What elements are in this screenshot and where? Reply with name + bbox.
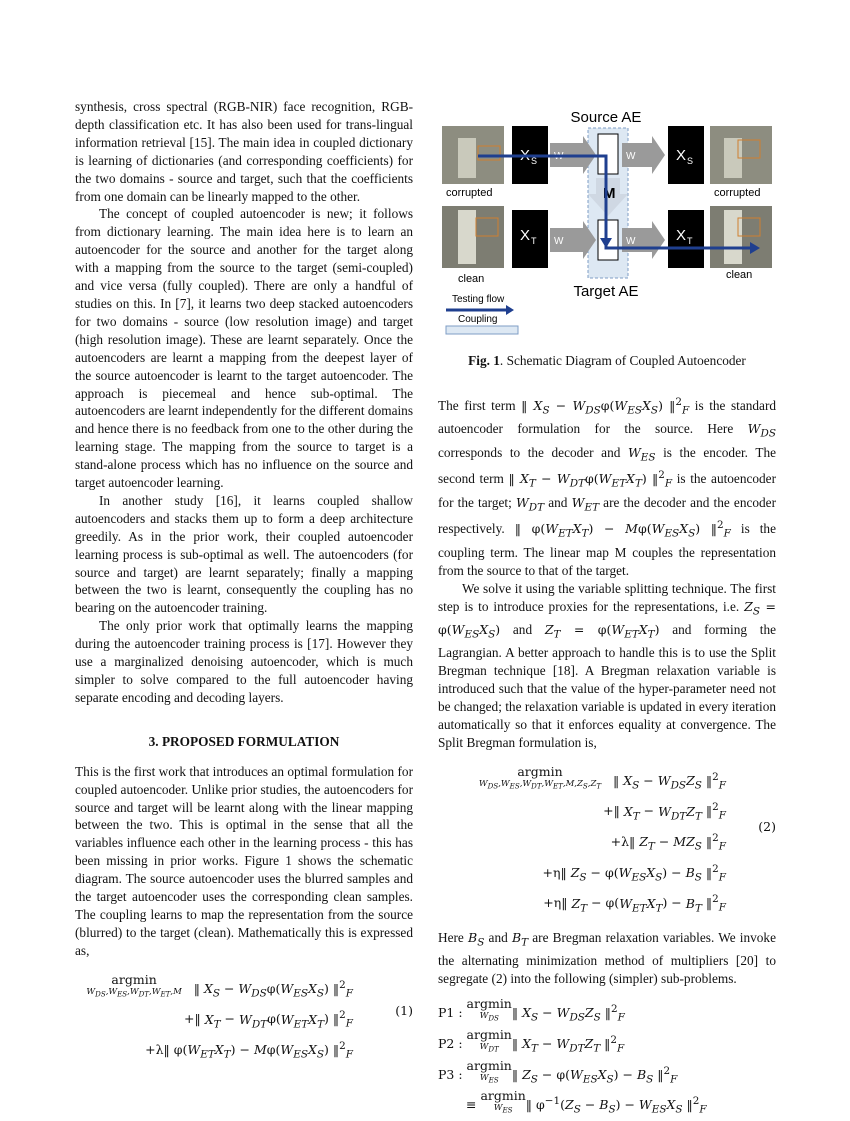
figure-1	[438, 98, 776, 338]
equation-number: (1)	[395, 1002, 413, 1018]
svg-text:T: T	[687, 236, 693, 246]
corrupted-label: corrupted	[714, 187, 761, 199]
subproblem-p3: P3 : argmin $W_{ES}$ ‖ $Z_S - \varphi(W_{ES}X_S) - B_S$ ‖$^2_F$	[438, 1057, 678, 1086]
corrupted-label: corrupted	[446, 187, 493, 199]
xt-label: X	[520, 227, 531, 244]
equation-number: (2)	[758, 818, 776, 834]
paragraph: Here $B_S$ and $B_T$ are Bregman relaxation variables. We invoke the alternating minimization method of multipliers [20] to segregate (2) into the following (simpler) sub-problems.	[438, 930, 776, 987]
target-ae-label: Target AE	[573, 283, 639, 300]
paragraph: The only prior work that optimally learns the mapping during the autoencoder training process is [17]. However they use a marginalized denoising autoencoder, which is much simpler to solve compared to the full autoencoder having separate encoding and decoding layers.	[75, 618, 413, 705]
figure-caption: Fig. 1. Schematic Diagram of Coupled Autoencoder	[468, 353, 746, 368]
coupled-autoencoder-diagram	[438, 98, 776, 338]
paragraph: In another study [16], it learns coupled shallow autoencoders and stacks them up to form a deep architecture greedily. As in the prior work, their coupled autoencoder learning process is sub-optimal as well. The autoencoders (for source and target) are learnt separately; finally a mapping between the two is learnt, consequently the coupling has no bearing on the autoencoder training.	[75, 492, 413, 616]
svg-text:X: X	[676, 227, 687, 244]
source-ae-label: Source AE	[570, 109, 642, 126]
paragraph: This is the first work that introduces an optimal formulation for coupled autoencoder. Unlike prior studies, the autoencoders for source and target will be learnt along with the linear mapping between the two. This is optimal in the sense that all the variables influence each other in the learning process - this has been missing in prior works. Figure 1 shows the schematic diagram. The source autoencoder uses the blurred samples and the target autoencoder uses the corresponding clean samples. The coupling learns to map the representation from the source (blurred) to the target (clean). Mathematically this is expressed as,	[75, 763, 413, 958]
m-label: M	[603, 185, 616, 202]
paragraph: We solve it using the variable splitting technique. The first step is to introduce proxies for the representations, i.e. $Z_S = \varphi(W_{ES}X_S)$ and $Z_T = \varphi(W_{ET}X_T)$ and forming the Lagrangian. A better approach to handle this is to use the Split Bregman technique [18]. A Bregman relaxation variable is introduced such that the value of the hyper-parameter need not be changed; the relaxation variable is updated in every iteration automatically so that it enforces equality at convergence. The Split Bregman formulation is,	[438, 580, 777, 750]
section-heading: 3. PROPOSED FORMULATION	[148, 733, 340, 749]
argmin-operator: argmin $W_{DS},W_{ES},W_{DT},W_{ET},M$	[86, 971, 182, 999]
image-detail	[458, 210, 476, 264]
subproblem-list	[438, 998, 776, 1121]
clean-label: clean	[458, 273, 485, 285]
svg-text:W: W	[554, 236, 564, 247]
subproblem-p2: P2 : argmin $W_{DT}$ ‖ $X_T - W_{DT}Z_T$ ‖$^2_F$	[438, 1026, 625, 1055]
source-hidden-layer	[598, 134, 618, 174]
paragraph: The first term ‖ $X_S - W_{DS}\varphi(W_{ES}X_S)$ ‖$^2_F$ is the standard autoencoder formulation for the source. Here $W_{DS}$ corresponds to the decoder and $W_{ES}$ is the encoder. The second term ‖ $X_T - W_{DT}\varphi(W_{ET}X_T)$ ‖$^2_F$ is the autoencoder for the target; $W_{DT}$ and $W_{ET}$ are the decoder and the encoder respectively. ‖ $\varphi(W_{ET}X_T) - M\varphi(W_{ES}X_S)$ ‖$^2_F$ is the coupling term. The linear map M couples the representation from the source to that of the target.	[438, 395, 777, 578]
legend-coupling-label: Coupling	[458, 314, 498, 325]
legend-coupling-swatch	[446, 326, 518, 334]
subproblem-p3-equiv: ≡ argmin $W_{ES}$ ‖ $\varphi^{-1}(Z_S - B_S) - W_{ES}X_S$ ‖$^2_F$	[466, 1088, 707, 1116]
svg-text:T: T	[531, 236, 537, 246]
clean-label: clean	[726, 269, 753, 281]
equation-2: argmin $W_{DS},W_{ES},W_{DT},W_{ET},M,Z_S,Z_T$ ‖ $X_S - W_{DS}Z_S$ ‖$^2_F$ +‖ $X_T - W_{DT}Z_T$ ‖$^2_F$ +λ‖ $Z_T - MZ_S$ ‖$^2_F$ +η‖ $Z_S - \varphi(W_{ES}X_S) - B_S$ ‖$^2_F$ +η‖ $Z_T - \varphi(W_{ET}X_T) - B_T$ ‖$^2_F$ (2)	[478, 763, 776, 915]
left-column	[75, 98, 413, 1076]
subproblem-p1: P1 : argmin $W_{DS}$ ‖ $X_S - W_{DS}Z_S$ ‖$^2_F$	[438, 996, 625, 1024]
svg-text:S: S	[687, 156, 694, 166]
xs-label: X	[520, 147, 531, 164]
svg-text:W: W	[554, 151, 564, 162]
svg-text:S: S	[531, 156, 538, 166]
equation-1: argmin $W_{DS},W_{ES},W_{DT},W_{ET},M$ ‖ $X_S - W_{DS}\varphi(W_{ES}X_S)$ ‖$^2_F$ +‖ $X_T - W_{DT}\varphi(W_{ET}X_T)$ ‖$^2_F$ +λ‖ $\varphi(W_{ET}X_T) - M\varphi(W_{ES}X_S)$ ‖$^2_F$ (1)	[86, 971, 413, 1061]
right-column	[438, 98, 776, 1121]
paragraph: synthesis, cross spectral (RGB-NIR) face recognition, RGB-depth classification etc. It has also been used for trans-lingual information retrieval [15]. The main idea in coupled dictionary is learning of dictionaries (and corresponding coefficients) for the two domains - source and target, such that the coefficients from one domain can be linearly mapped to the other.	[75, 99, 413, 204]
svg-text:X: X	[676, 147, 687, 164]
svg-text:W: W	[626, 236, 636, 247]
paragraph: The concept of coupled autoencoder is new; it follows from dictionary learning. The main idea here is to learn an autoencoder for the source and another for the target along with a mapping from the source to the target (semi-coupled) and vice versa (fully coupled). There are only a handful of studies on this. In [7], it learns two deep stacked autoencoders for two domains - source (low resolution image) and target (high resolution image). These are learnt separately. Once the autoencoders are learnt a mapping from the deepest layer of the source autoencoder is learnt to the target autoencoder. The approach is piecemeal and hence sub-optimal. The autoencoders are learnt independently for the different domains and hence there is no feedback from one to the other during the learning stage. The mapping from the source to target is a stand-alone process which has no influence on the source and target autoencoder learning.	[75, 206, 413, 491]
image-detail	[458, 138, 476, 178]
argmin-operator: argmin $W_{DS},W_{ES},W_{DT},W_{ET},M,Z_S,Z_T$	[478, 763, 602, 791]
svg-text:W: W	[626, 151, 636, 162]
legend-testing-label: Testing flow	[452, 294, 505, 305]
